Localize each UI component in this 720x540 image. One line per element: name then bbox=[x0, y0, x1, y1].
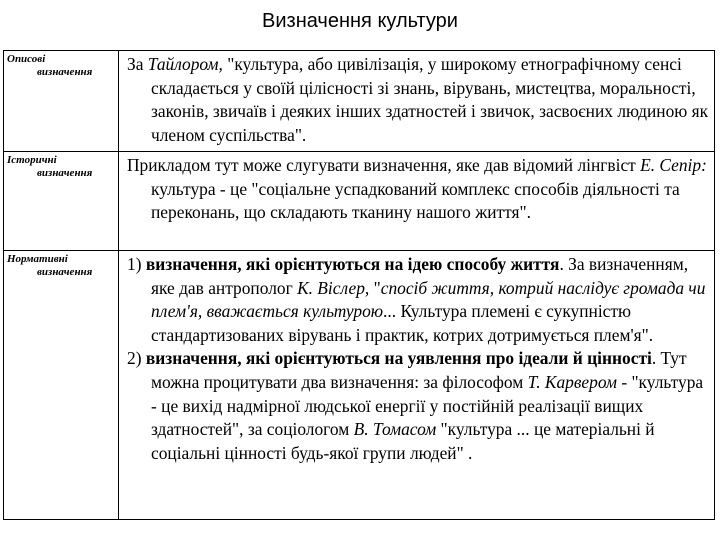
text-run-italic: спосіб життя, котрий наслідує громада чи плем'я, вважається культурою bbox=[151, 277, 706, 322]
table-row bbox=[4, 152, 715, 251]
paragraph bbox=[127, 347, 710, 465]
paragraph bbox=[127, 53, 710, 147]
table-row bbox=[4, 51, 715, 152]
text-run: 2) bbox=[127, 348, 146, 369]
slide-title: Визначення культури bbox=[262, 10, 458, 32]
row-content bbox=[119, 152, 715, 251]
row-label bbox=[4, 51, 119, 152]
row-label-line: визначення bbox=[37, 266, 93, 278]
text-run: " bbox=[369, 277, 381, 298]
text-run: ... Культура племені є сукупністю стандартизованих вірувань і практик, котрих дотримується плем'я". bbox=[151, 301, 654, 345]
row-label-line: визначення bbox=[37, 167, 93, 179]
paragraph bbox=[127, 154, 710, 225]
text-run: Прикладом тут може слугувати визначення, яке дав відомий лінгвіст bbox=[127, 155, 641, 175]
row-label-line: Історичні bbox=[7, 154, 57, 166]
text-run: - "культура - це вихід надмірної людської енергії у постійній реалізації вищих здатностей", за соціологом bbox=[151, 371, 704, 440]
row-label-line: визначення bbox=[37, 66, 93, 78]
text-run: " . bbox=[456, 442, 473, 463]
definitions-table bbox=[3, 50, 715, 520]
row-content bbox=[119, 251, 715, 520]
text-run: культура - це "соціальне успадкований комплекс способів діяльності та переконань, що складають тканину нашого життя". bbox=[151, 178, 680, 223]
text-run-italic: Е. Сепір: bbox=[640, 155, 707, 175]
text-run-italic: В. Томасом bbox=[353, 419, 437, 440]
text-run: 1) bbox=[127, 254, 146, 274]
text-run-italic: Т. Карвером bbox=[527, 371, 617, 392]
text-run-bold: визначення, які орієнтуються на ідею способу життя bbox=[145, 254, 560, 274]
row-label-line: Нормативні bbox=[7, 253, 68, 265]
text-run: "культура, або цивілізація, у широкому етнографічному сенсі складається у своїй цілісності зі знань, вірувань, мистецтва, моральності, законів, звичаїв і деяких інших здатностей і звичок, засвоєних людиною як членом суспільства". bbox=[151, 54, 709, 145]
text-run: . Тут можна процитувати два визначення: за філософом bbox=[151, 348, 687, 392]
text-run: . За визначенням, яке дав антрополог bbox=[151, 254, 689, 298]
row-label bbox=[4, 251, 119, 520]
row-content bbox=[119, 51, 715, 152]
paragraph bbox=[127, 253, 710, 347]
text-run-italic: К. Віслер, bbox=[297, 277, 370, 298]
table-row bbox=[4, 251, 715, 520]
text-run-italic: Тайлором, bbox=[147, 54, 223, 74]
row-label bbox=[4, 152, 119, 251]
text-run: "культура ... це матеріальні й соціальні цінності будь-якої групи людей bbox=[151, 419, 655, 463]
text-run-bold: визначення, які орієнтуються на уявлення про ідеали й цінності bbox=[145, 348, 652, 369]
text-run: За bbox=[127, 54, 148, 74]
row-label-line: Описові bbox=[7, 53, 46, 65]
